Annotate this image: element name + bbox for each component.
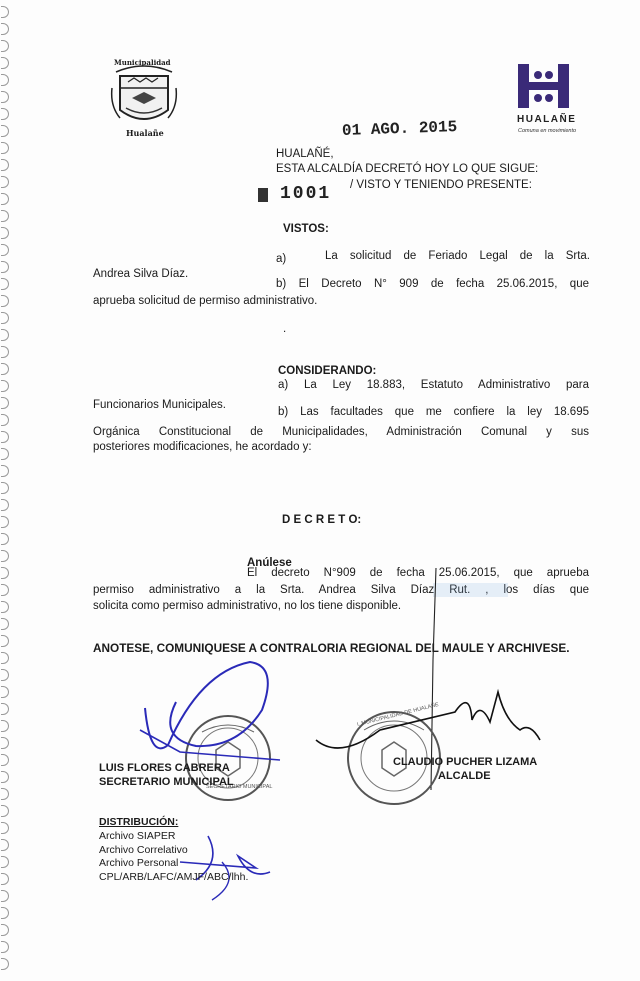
stray-dot: . [283,323,287,335]
considerando-b-continuation-1: Orgánica Constitucional de Municipalidades, Administración Comunal y sus [93,426,589,438]
decreto-line-1: El decreto N°909 de fecha 25.06.2015, que aprueba [247,567,589,579]
distribution-item: Archivo SIAPER [99,830,176,842]
crest-top-text: Municipalidad [114,58,171,67]
secretary-title: SECRETARIO MUNICIPAL [99,776,234,788]
vistos-b-continuation: aprueba solicitud de permiso administrativo. [93,295,318,307]
mayor-name: CLAUDIO PUCHER LIZAMA [393,756,538,768]
decree-number: 1001 [280,184,332,204]
considerando-a-text: a) La Ley 18.883, Estatuto Administrativo para [278,379,589,391]
distribution-list [99,830,248,884]
considerando-a-continuation: Funcionarios Municipales. [93,399,226,411]
secretary-seal-text: SECRETARIO MUNICIPAL [206,784,273,790]
intro-place: HUALAÑÉ, [276,148,334,160]
intro-statement: ESTA ALCALDÍA DECRETÓ HOY LO QUE SIGUE: [276,163,539,175]
date-stamp: 01 AGO. 2015 [341,117,458,141]
decreto-line-2: permiso administrativo a la Srta. Andrea Silva Díaz Rut. , los días que [93,584,589,596]
hualane-logo-tagline: Comuna en movimiento [518,128,577,134]
distribution-item: CPL/ARB/LAFC/AMJF/ABC/lhh. [99,870,249,883]
mayor-title: ALCALDE [438,770,491,782]
considerando-b-text: b) Las facultades que me confiere la ley 18.695 [278,406,589,418]
considerando-b-continuation-2: posteriores modificaciones, he acordado y: [93,441,312,453]
hualane-logo-name: HUALAÑE [517,114,577,125]
municipality-seal-text: I. MUNICIPALIDAD DE HUALAÑE [356,701,440,729]
distribution-heading: DISTRIBUCIÓN: [99,816,179,828]
vistos-a-continuation: Andrea Silva Díaz. [93,268,189,280]
distribution-item: Archivo Personal [99,857,179,869]
vistos-a-letter: a) [276,253,287,265]
closing-statement: ANOTESE, COMUNIQUESE A CONTRALORIA REGIONAL DEL MAULE Y ARCHIVESE. [93,641,570,655]
vistos-b-text: b) El Decreto N° 909 de fecha 25.06.2015, que [276,278,589,290]
secretary-name: LUIS FLORES CABRERA [99,762,230,774]
decreto-line-3: solicita como permiso administrativo, no los tiene disponible. [93,600,402,612]
vistos-heading: VISTOS: [283,223,329,235]
decreto-heading: D E C R E T O: [282,514,362,526]
crest-bottom-text: Hualañe [126,128,164,138]
distribution-item: Archivo Correlativo [99,843,188,856]
considerando-heading: CONSIDERANDO: [278,365,377,377]
decreto-annul-heading: Anúlese [247,557,292,569]
intro-visto-line: / VISTO Y TENIENDO PRESENTE: [350,179,532,191]
vistos-a-text: La solicitud de Feriado Legal de la Srta. [325,250,590,262]
